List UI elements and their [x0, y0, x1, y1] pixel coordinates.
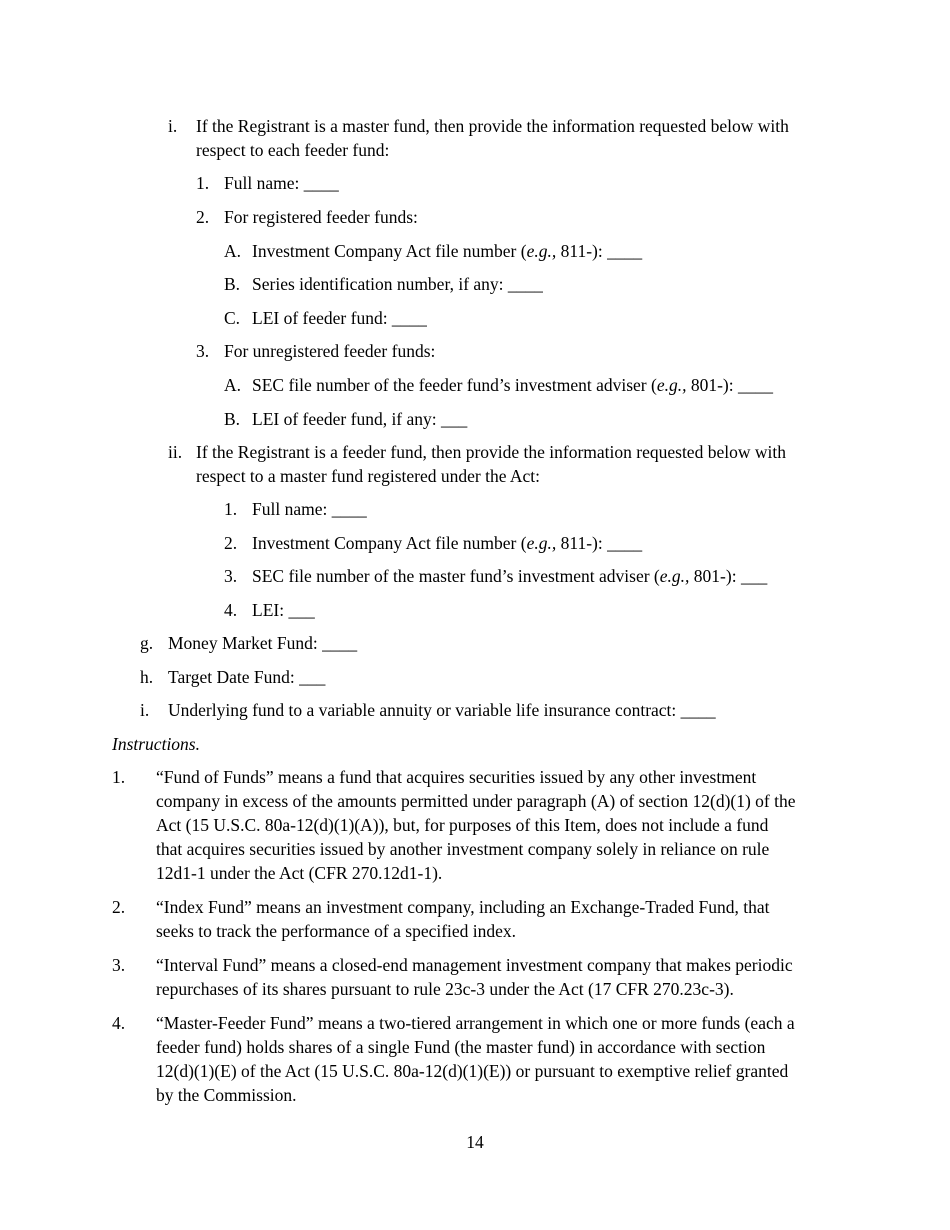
item-g-text: Money Market Fund: ____ [168, 633, 358, 653]
item-ii-marker: ii. [168, 442, 183, 462]
page-number: 14 [466, 1132, 484, 1152]
item-i-2c-text: LEI of feeder fund: ____ [252, 308, 427, 328]
item-i-2a-marker: A. [224, 241, 242, 261]
instruction-4-line-3: 12(d)(1)(E) of the Act (15 U.S.C. 80a-12(d)(1)(E)) or pursuant to exemptive relief granted [156, 1061, 789, 1081]
item-i-2-marker: 2. [196, 207, 210, 227]
item-i-1-text: Full name: ____ [224, 173, 339, 193]
instruction-1-line-5: 12d1-1 under the Act (CFR 270.12d1-1). [156, 863, 443, 883]
instruction-4-line-1: “Master-Feeder Fund” means a two-tiered arrangement in which one or more funds (each a [156, 1013, 795, 1033]
item-ii-2-marker: 2. [224, 533, 238, 553]
instruction-4-marker: 4. [112, 1013, 126, 1033]
instruction-1-line-4: that acquires securities issued by another investment company solely in reliance on rule [156, 839, 770, 859]
instruction-2-marker: 2. [112, 897, 126, 917]
instruction-3-line-1: “Interval Fund” means a closed-end management investment company that makes periodic [156, 955, 793, 975]
item-i-2-text: For registered feeder funds: [224, 207, 418, 227]
item-i-text-l1: If the Registrant is a master fund, then provide the information requested below with [196, 116, 789, 136]
instruction-1-line-1: “Fund of Funds” means a fund that acquires securities issued by any other investment [156, 767, 757, 787]
item-i-2a-text: Investment Company Act file number (e.g., 811-): ____ [252, 241, 643, 261]
item-g-marker: g. [140, 633, 154, 653]
item-ii-2-text: Investment Company Act file number (e.g., 811-): ____ [252, 533, 643, 553]
item-ii-4-marker: 4. [224, 600, 238, 620]
item-i-2b-text: Series identification number, if any: ____ [252, 274, 543, 294]
instruction-2-line-1: “Index Fund” means an investment company, including an Exchange-Traded Fund, that [156, 897, 770, 917]
item-i-3a-marker: A. [224, 375, 242, 395]
item-i-text-l2: respect to each feeder fund: [196, 140, 390, 160]
instruction-1-line-2: company in excess of the amounts permitted under paragraph (A) of section 12(d)(1) of the [156, 791, 796, 811]
instructions-heading: Instructions. [112, 734, 200, 754]
item-i-2b-marker: B. [224, 274, 241, 294]
item-i-3b-marker: B. [224, 409, 241, 429]
item-i-3b-text: LEI of feeder fund, if any: ___ [252, 409, 468, 429]
item-i2-marker: i. [140, 700, 150, 720]
item-ii-4-text: LEI: ___ [252, 600, 315, 620]
item-i-2c-marker: C. [224, 308, 241, 328]
instruction-3-line-2: repurchases of its shares pursuant to rule 23c-3 under the Act (17 CFR 270.23c-3). [156, 979, 734, 999]
item-ii-text-l1: If the Registrant is a feeder fund, then provide the information requested below with [196, 442, 786, 462]
item-i-3-marker: 3. [196, 341, 210, 361]
instruction-1-line-3: Act (15 U.S.C. 80a-12(d)(1)(A)), but, for purposes of this Item, does not include a fund [156, 815, 769, 835]
item-ii-3-text: SEC file number of the master fund’s investment adviser (e.g., 801-): ___ [252, 566, 768, 586]
item-h-marker: h. [140, 667, 154, 687]
instruction-2-line-2: seeks to track the performance of a specified index. [156, 921, 517, 941]
item-ii-1-text: Full name: ____ [252, 499, 367, 519]
item-i-marker: i. [168, 116, 178, 136]
instruction-4-line-2: feeder fund) holds shares of a single Fund (the master fund) in accordance with section [156, 1037, 766, 1057]
item-ii-1-marker: 1. [224, 499, 238, 519]
item-i-1-marker: 1. [196, 173, 210, 193]
item-ii-3-marker: 3. [224, 566, 238, 586]
instruction-4-line-4: by the Commission. [156, 1085, 297, 1105]
item-h-text: Target Date Fund: ___ [168, 667, 326, 687]
instruction-3-marker: 3. [112, 955, 126, 975]
item-i-3a-text: SEC file number of the feeder fund’s investment adviser (e.g., 801-): ____ [252, 375, 774, 395]
item-i2-text: Underlying fund to a variable annuity or variable life insurance contract: ____ [168, 700, 716, 720]
item-i-3-text: For unregistered feeder funds: [224, 341, 436, 361]
item-ii-text-l2: respect to a master fund registered under the Act: [196, 466, 541, 486]
instruction-1-marker: 1. [112, 767, 126, 787]
